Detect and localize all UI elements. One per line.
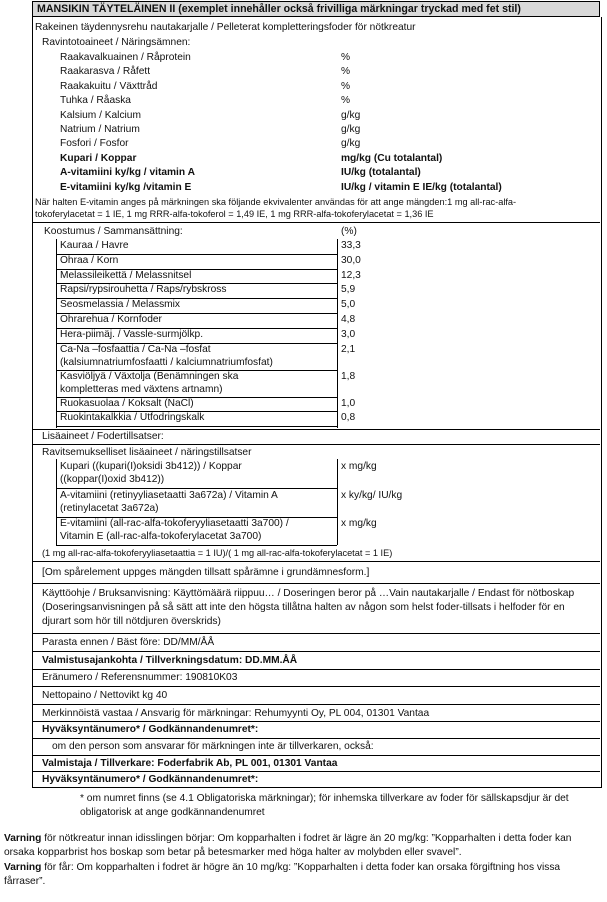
page-title: MANSIKIN TÄYTELÄINEN II (exemplet innehåller också frivilliga märkningar tryckad med fet stil) <box>32 1 600 17</box>
product-description: Rakeinen täydennysrehu nautakarjalle / Pelleterat kompletteringsfoder för nötkreatur <box>35 22 416 33</box>
composition-heading: Koostumus / Sammansättning: <box>44 226 183 237</box>
analysis-heading: Ravintotoaineet / Näringsämnen: <box>42 37 191 48</box>
composition-label: Kasviöljyä / Växtolja (Benämningen ska <box>60 370 239 382</box>
additive-value: x mg/kg <box>341 461 377 472</box>
analysis-label: Raakavalkuainen / Råprotein <box>60 52 191 63</box>
row-divider <box>56 426 337 427</box>
composition-value: 5,0 <box>341 299 356 311</box>
nutritional-additives-heading: Ravitsemukselliset lisäaineet / näringstillsatser <box>42 447 252 458</box>
composition-value: 1,0 <box>341 397 356 409</box>
divider <box>32 561 600 562</box>
row-divider <box>56 545 337 546</box>
additive-label: A-vitamiini (retinyyliasetaatti 3a672a) / Vitamin A <box>60 489 278 501</box>
additive-value: x ky/kg/ IU/kg <box>341 489 403 501</box>
divider <box>32 222 600 223</box>
divider <box>32 583 600 584</box>
composition-label-cont: (kalsiumnatriumfosfaatti / kalciumnatriumfosfat) <box>60 356 273 368</box>
analysis-label: Fosfori / Fosfor <box>60 138 129 150</box>
divider <box>32 686 600 687</box>
analysis-label: Kalsium / Kalcium <box>60 109 141 121</box>
manufacturer: Valmistaja / Tillverkare: Foderfabrik Ab, PL 001, 01301 Vantaa <box>42 758 338 769</box>
trace-note: [Om spårelement uppges mängden tillsatt spårämne i grundämnesform.] <box>42 567 370 578</box>
composition-label: Ruokasuolaa / Koksalt (NaCl) <box>60 397 194 409</box>
analysis-unit: mg/kg (Cu totalantal) <box>341 152 443 164</box>
composition-value: 3,0 <box>341 328 356 340</box>
analysis-label: Raakakuitu / Växttråd <box>60 80 158 92</box>
warning-text: för får: Om kopparhalten i fodret är högre än 10 mg/kg: ”Kopparhalten i detta foder kan orsaka förgiftning hos vissa fårraser”. <box>4 862 561 888</box>
manufacture-date: Valmistusajankohta / Tillverkningsdatum: DD.MM.ÅÅ <box>42 655 298 666</box>
additive-label-cont: (retinylacetat 3a672a) <box>60 502 159 514</box>
composition-value: 2,1 <box>341 343 356 355</box>
composition-value: 0,8 <box>341 412 356 424</box>
additive-label-cont: Vitamin E (all-rac-alfa-tokoferylacetat 3a700) <box>60 531 262 542</box>
analysis-unit: % <box>341 52 351 63</box>
divider <box>32 755 600 756</box>
composition-label: Ohrarehua / Kornfoder <box>60 314 162 325</box>
composition-value: 1,8 <box>341 370 356 382</box>
analysis-label: A-vitamiini ky/kg / vitamin A <box>60 167 195 179</box>
warning-sheep <box>4 861 602 890</box>
composition-label-cont: kompletteras med växtens artnamn) <box>60 383 223 395</box>
divider <box>32 429 600 430</box>
divider <box>32 738 600 739</box>
analysis-unit: g/kg <box>341 109 361 121</box>
composition-label: Rapsi/rypsirouhetta / Raps/rybskross <box>60 284 227 296</box>
composition-label: Hera-piimäj. / Vassle-surmjölkp. <box>60 328 204 340</box>
composition-label: Melassileikettä / Melassnitsel <box>60 269 192 281</box>
additive-label-cont: ((koppar(I)oxid 3b412)) <box>60 474 165 485</box>
responsible-party: Merkinnöistä vastaa / Ansvarig för märkningar: Rehumyynti Oy, PL 004, 01301 Vantaa <box>42 708 430 719</box>
approval-number-1: Hyväksyntänumero* / Godkännandenumret*: <box>42 724 259 735</box>
additives-column-mid <box>337 459 338 545</box>
analysis-label: Raakarasva / Råfett <box>60 66 151 78</box>
warning-cattle <box>4 832 602 861</box>
divider <box>32 771 600 772</box>
composition-label: Ca-Na –fosfaattia / Ca-Na –fosfat <box>60 343 211 355</box>
analysis-unit: IU/kg (totalantal) <box>341 167 421 179</box>
additives-heading: Lisäaineet / Fodertillsatser: <box>42 431 164 442</box>
usage-instructions: Käyttöohje / Bruksanvisning: Käyttömäärä riippuu… / Doseringen beror på …Vain nautakarjalle / Endast för nötboskap (Doseringsanvisningen på så sätt att inte den högsta tillåtna halten av någon som helst foder-tillsats i helfoder för en djurart som hör till nötdjuren överskrids) <box>42 588 575 627</box>
divider <box>32 669 600 670</box>
analysis-label: Natrium / Natrium <box>60 124 140 135</box>
composition-column-left <box>56 239 57 428</box>
net-weight: Nettopaino / Nettovikt kg 40 <box>42 690 168 701</box>
composition-label: Kauraa / Havre <box>60 240 129 251</box>
composition-value: 5,9 <box>341 284 356 296</box>
divider <box>32 444 600 445</box>
footnote: * om numret finns (se 4.1 Obligatoriska märkningar); för inhemska tillverkare av foder för sällskapsdjur är det obligatorisk at ange godkännandenumret <box>80 793 569 818</box>
analysis-unit: IU/kg / vitamin E IE/kg (totalantal) <box>341 181 502 193</box>
analysis-unit: % <box>341 66 351 78</box>
analysis-unit: g/kg <box>341 138 361 150</box>
additive-value: x mg/kg <box>341 518 377 529</box>
approval-number-2: Hyväksyntänumero* / Godkännandenumret*: <box>42 774 259 785</box>
additive-label: E-vitamiini (all-rac-alfa-tokoferyyliasetaatti 3a700) / <box>60 518 289 529</box>
divider <box>32 651 600 652</box>
warning-label: Varning <box>4 833 42 844</box>
additives-column-left <box>56 459 57 545</box>
composition-value: 4,8 <box>341 314 356 325</box>
composition-column-mid <box>337 239 338 428</box>
analysis-label: Tuhka / Råaska <box>60 95 131 107</box>
analysis-label: Kupari / Koppar <box>60 152 137 164</box>
vitamin-e-note: När halten E-vitamin anges på märkningen ska följande ekvivalenter användas för att ange mängden:1 mg all-rac-alfa-tokoferylacetat = 1 IE, 1 mg RRR-alfa-tokoferol = 1,49 IE, 1 mg RRR-alfa-tokoferylacetat = 1,36 IE <box>35 197 517 219</box>
best-before: Parasta ennen / Bäst före: DD/MM/ÅÅ <box>42 637 215 648</box>
composition-value: 30,0 <box>341 254 361 266</box>
additive-label: Kupari ((kupari(I)oksidi 3b412)) / Koppar <box>60 461 242 472</box>
warning-text: för nötkreatur innan idisslingen börjar: Om kopparhalten i fodret är lägre än 20 mg/kg: ”Kopparhalten i detta foder kan orsaka kopparbrist hos boskap som betar på betesmarker med höga halter av molybden eller svavel”. <box>4 833 572 859</box>
divider <box>32 704 600 705</box>
batch-number: Eränumero / Referensnummer: 190810K03 <box>42 672 238 683</box>
composition-value: 12,3 <box>341 269 361 281</box>
divider <box>32 721 600 722</box>
other-person-note: om den person som ansvarar för märkningen inte är tillverkaren, också: <box>52 741 374 752</box>
analysis-label: E-vitamiini ky/kg /vitamin E <box>60 181 192 193</box>
composition-label: Ruokintakalkkia / Utfodringskalk <box>60 412 205 424</box>
analysis-unit: % <box>341 95 351 107</box>
composition-label: Seosmelassia / Melassmix <box>60 299 181 311</box>
analysis-unit: % <box>341 80 351 92</box>
warning-label: Varning <box>4 862 42 873</box>
divider <box>32 633 600 634</box>
composition-label: Ohraa / Korn <box>60 254 119 266</box>
composition-value: 33,3 <box>341 240 361 251</box>
additive-note: (1 mg all-rac-alfa-tokoferyyliasetaattia = 1 IU)/( 1 mg all-rac-alfa-tokoferylacetat = 1 IE) <box>42 548 393 558</box>
analysis-unit: g/kg <box>341 124 361 135</box>
composition-unit: (%) <box>341 226 357 237</box>
